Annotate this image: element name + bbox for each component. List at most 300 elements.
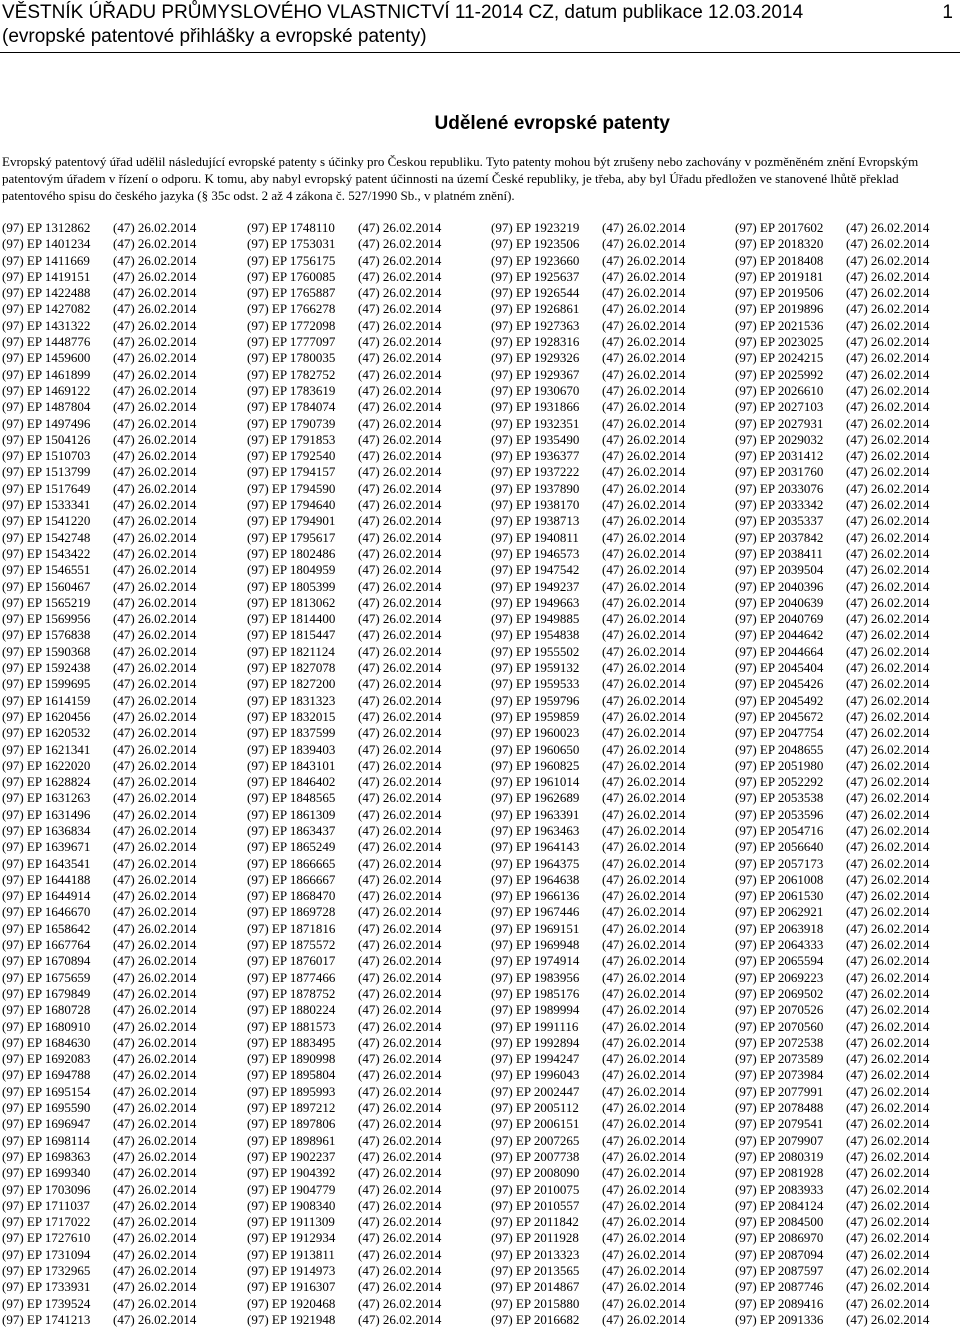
patent-number: (97) EP 1890998 (247, 1051, 336, 1067)
list-item (491, 448, 686, 464)
patent-number: (97) EP 1639671 (2, 839, 91, 855)
list-item (2, 366, 197, 383)
grant-date: (47) 26.02.2014 (602, 920, 686, 936)
grant-date: (47) 26.02.2014 (358, 415, 442, 431)
patent-number: (97) EP 1963463 (491, 822, 580, 838)
list-item (491, 1148, 686, 1165)
patent-number: (97) EP 1871816 (247, 920, 336, 936)
grant-date: (47) 26.02.2014 (358, 1295, 442, 1311)
list-item (491, 1067, 686, 1083)
patent-number: (97) EP 2007738 (491, 1148, 580, 1164)
grant-date: (47) 26.02.2014 (846, 562, 930, 578)
list-item (247, 774, 442, 790)
patent-number: (97) EP 2027103 (735, 399, 824, 415)
grant-date: (47) 26.02.2014 (602, 480, 686, 496)
grant-date: (47) 26.02.2014 (846, 1279, 930, 1295)
patent-number: (97) EP 1923506 (491, 236, 580, 252)
grant-date: (47) 26.02.2014 (846, 529, 930, 545)
grant-date: (47) 26.02.2014 (602, 1067, 686, 1083)
grant-date: (47) 26.02.2014 (113, 806, 197, 822)
grant-date: (47) 26.02.2014 (602, 871, 686, 887)
list-item (2, 317, 197, 334)
grant-date: (47) 26.02.2014 (113, 1165, 197, 1181)
grant-date: (47) 26.02.2014 (846, 301, 930, 317)
list-item (735, 1100, 930, 1116)
patent-number: (97) EP 1569956 (2, 611, 91, 627)
grant-date: (47) 26.02.2014 (113, 1148, 197, 1164)
list-item (2, 382, 197, 399)
grant-date: (47) 26.02.2014 (846, 1067, 930, 1083)
grant-date: (47) 26.02.2014 (846, 1165, 930, 1181)
patent-number: (97) EP 1959132 (491, 660, 580, 676)
patent-number: (97) EP 1695590 (2, 1100, 91, 1116)
grant-date: (47) 26.02.2014 (602, 366, 686, 382)
grant-date: (47) 26.02.2014 (113, 334, 197, 350)
patent-number: (97) EP 2019896 (735, 301, 824, 317)
grant-date: (47) 26.02.2014 (846, 1230, 930, 1246)
grant-date: (47) 26.02.2014 (846, 953, 930, 969)
patent-number: (97) EP 2057173 (735, 855, 824, 871)
patent-number: (97) EP 1866667 (247, 871, 336, 887)
grant-date: (47) 26.02.2014 (846, 334, 930, 350)
list-item (491, 692, 686, 709)
grant-date: (47) 26.02.2014 (113, 1263, 197, 1278)
patent-number: (97) EP 1695154 (2, 1083, 91, 1099)
patent-number: (97) EP 1914973 (247, 1263, 336, 1278)
patent-number: (97) EP 2081928 (735, 1165, 824, 1181)
patent-number: (97) EP 1805399 (247, 578, 336, 594)
grant-date: (47) 26.02.2014 (358, 497, 442, 513)
list-item (491, 399, 686, 415)
patent-number: (97) EP 2005112 (491, 1100, 579, 1116)
patent-number: (97) EP 2011842 (491, 1214, 579, 1230)
grant-date: (47) 26.02.2014 (113, 1181, 197, 1197)
list-item (735, 757, 930, 774)
list-item (2, 1165, 197, 1181)
grant-date: (47) 26.02.2014 (846, 692, 930, 708)
grant-date: (47) 26.02.2014 (846, 1051, 930, 1067)
grant-date: (47) 26.02.2014 (602, 268, 686, 284)
grant-date: (47) 26.02.2014 (602, 350, 686, 366)
list-item (735, 366, 930, 383)
grant-date: (47) 26.02.2014 (602, 953, 686, 969)
grant-date: (47) 26.02.2014 (602, 643, 686, 659)
list-item (2, 1051, 197, 1067)
list-item (2, 220, 197, 236)
list-item (247, 1214, 442, 1230)
list-item (2, 969, 197, 986)
patent-number: (97) EP 1698363 (2, 1148, 91, 1164)
patent-number: (97) EP 1621341 (2, 741, 91, 757)
patent-number: (97) EP 1925637 (491, 268, 580, 284)
list-item (2, 1279, 197, 1295)
patent-number: (97) EP 1921948 (247, 1311, 336, 1327)
patent-number: (97) EP 1794157 (247, 464, 336, 480)
grant-date: (47) 26.02.2014 (602, 1100, 686, 1116)
patent-number: (97) EP 1955502 (491, 643, 580, 659)
patent-number: (97) EP 1794590 (247, 480, 336, 496)
list-item (247, 1132, 442, 1149)
patent-number: (97) EP 2035337 (735, 513, 824, 529)
grant-date: (47) 26.02.2014 (846, 1116, 930, 1132)
list-item (247, 660, 442, 676)
list-item (2, 627, 197, 643)
list-item (2, 806, 197, 823)
grant-date: (47) 26.02.2014 (358, 1034, 442, 1050)
page-number: 1 (942, 2, 953, 23)
list-item (491, 774, 686, 790)
list-item (491, 725, 686, 741)
list-item (247, 1197, 442, 1214)
list-item (247, 1295, 442, 1312)
patent-number: (97) EP 1843101 (247, 757, 336, 773)
grant-date: (47) 26.02.2014 (602, 1311, 686, 1327)
list-item (735, 301, 930, 317)
list-item (247, 513, 442, 529)
grant-date: (47) 26.02.2014 (846, 676, 930, 692)
grant-date: (47) 26.02.2014 (358, 708, 442, 724)
patent-number: (97) EP 2040769 (735, 611, 824, 627)
list-item (247, 985, 442, 1002)
list-item (247, 1083, 442, 1100)
patent-number: (97) EP 2061530 (735, 888, 824, 904)
list-item (247, 1263, 442, 1279)
grant-date: (47) 26.02.2014 (113, 822, 197, 838)
list-item (2, 252, 197, 269)
grant-date: (47) 26.02.2014 (846, 920, 930, 936)
patent-number: (97) EP 2025992 (735, 366, 824, 382)
grant-date: (47) 26.02.2014 (846, 1246, 930, 1262)
grant-date: (47) 26.02.2014 (846, 904, 930, 920)
patent-number: (97) EP 1733931 (2, 1279, 91, 1295)
intro-paragraph: Evropský patentový úřad udělil následující evropské patenty s účinky pro Českou republiku. Tyto patenty mohou být zrušeny nebo zachovány v pozměněném znění Evropským patentovým úřadem v řízení o odporu. K tomu, aby nabyl evropský patent účinnosti na území České republiky, je třeba, aby byl Úřadu předložen ve stanovené lhůtě překlad patentového spisu do českého jazyka (§ 35c odst. 2 až 4 zákona č. 527/1990 Sb., v platném znění). (2, 154, 919, 203)
grant-date: (47) 26.02.2014 (113, 643, 197, 659)
grant-date: (47) 26.02.2014 (113, 660, 197, 676)
list-item (247, 285, 442, 301)
list-item (2, 431, 197, 448)
grant-date: (47) 26.02.2014 (113, 790, 197, 806)
patent-number: (97) EP 1913811 (247, 1246, 335, 1262)
list-item (2, 285, 197, 301)
list-item (491, 1214, 686, 1230)
patent-number: (97) EP 2007265 (491, 1132, 580, 1148)
list-item (491, 497, 686, 513)
patent-number: (97) EP 1897212 (247, 1100, 336, 1116)
patent-number: (97) EP 1930670 (491, 382, 580, 398)
grant-date: (47) 26.02.2014 (602, 431, 686, 447)
list-item (491, 1295, 686, 1312)
list-item (2, 692, 197, 709)
list-item (735, 676, 930, 692)
list-item (735, 1246, 930, 1263)
grant-date: (47) 26.02.2014 (602, 220, 686, 235)
grant-date: (47) 26.02.2014 (358, 1279, 442, 1295)
grant-date: (47) 26.02.2014 (846, 317, 930, 333)
grant-date: (47) 26.02.2014 (113, 1116, 197, 1132)
grant-date: (47) 26.02.2014 (113, 220, 197, 235)
patent-number: (97) EP 1960650 (491, 741, 580, 757)
list-item (735, 1230, 930, 1246)
list-item (491, 529, 686, 546)
patent-number: (97) EP 1935490 (491, 431, 580, 447)
grant-date: (47) 26.02.2014 (358, 220, 442, 235)
list-item (491, 268, 686, 285)
grant-date: (47) 26.02.2014 (358, 480, 442, 496)
patent-number: (97) EP 2084124 (735, 1197, 824, 1213)
grant-date: (47) 26.02.2014 (846, 252, 930, 268)
list-item (735, 611, 930, 627)
list-item (735, 660, 930, 676)
patent-number: (97) EP 1670894 (2, 953, 91, 969)
list-item (491, 1100, 686, 1116)
list-item (247, 399, 442, 415)
patent-number: (97) EP 2069223 (735, 969, 824, 985)
grant-date: (47) 26.02.2014 (113, 757, 197, 773)
grant-date: (47) 26.02.2014 (602, 545, 686, 561)
patent-number: (97) EP 1863437 (247, 822, 336, 838)
patent-number: (97) EP 1991116 (491, 1018, 579, 1034)
list-item (735, 1002, 930, 1018)
patent-number: (97) EP 1504126 (2, 431, 91, 447)
grant-date: (47) 26.02.2014 (846, 855, 930, 871)
list-item (247, 692, 442, 709)
grant-date: (47) 26.02.2014 (602, 774, 686, 790)
grant-date: (47) 26.02.2014 (358, 806, 442, 822)
grant-date: (47) 26.02.2014 (358, 562, 442, 578)
list-item (735, 317, 930, 334)
list-item (735, 1295, 930, 1312)
grant-date: (47) 26.02.2014 (602, 627, 686, 643)
patent-number: (97) EP 1541220 (2, 513, 91, 529)
list-item (735, 774, 930, 790)
list-item (247, 627, 442, 643)
patent-number: (97) EP 2061008 (735, 871, 824, 887)
patent-number: (97) EP 1513799 (2, 464, 91, 480)
patent-number: (97) EP 1916307 (247, 1279, 336, 1295)
grant-date: (47) 26.02.2014 (113, 676, 197, 692)
header-title: VĚSTNÍK ÚŘADU PRŮMYSLOVÉHO VLASTNICTVÍ 11-2014 CZ, datum publikace 12.03.2014 (2, 2, 804, 23)
list-item (491, 317, 686, 334)
patent-number: (97) EP 1989994 (491, 1002, 580, 1018)
patent-number: (97) EP 2073589 (735, 1051, 824, 1067)
patent-number: (97) EP 1877466 (247, 969, 336, 985)
grant-date: (47) 26.02.2014 (113, 480, 197, 496)
patent-number: (97) EP 1848565 (247, 790, 336, 806)
list-item (2, 774, 197, 790)
list-item (491, 431, 686, 448)
grant-date: (47) 26.02.2014 (113, 725, 197, 741)
patent-number: (97) EP 1739524 (2, 1295, 91, 1311)
grant-date: (47) 26.02.2014 (846, 985, 930, 1001)
patent-number: (97) EP 2018408 (735, 252, 824, 268)
list-item (2, 1083, 197, 1100)
patent-number: (97) EP 1760085 (247, 268, 336, 284)
grant-date: (47) 26.02.2014 (358, 774, 442, 790)
list-item (2, 985, 197, 1002)
patent-number: (97) EP 2040639 (735, 594, 824, 610)
grant-date: (47) 26.02.2014 (846, 822, 930, 838)
list-item (735, 806, 930, 823)
grant-date: (47) 26.02.2014 (358, 1083, 442, 1099)
patent-number: (97) EP 2087746 (735, 1279, 824, 1295)
grant-date: (47) 26.02.2014 (358, 529, 442, 545)
grant-date: (47) 26.02.2014 (113, 578, 197, 594)
list-item (735, 1083, 930, 1100)
grant-date: (47) 26.02.2014 (602, 1230, 686, 1246)
patent-number: (97) EP 1883495 (247, 1034, 336, 1050)
grant-date: (47) 26.02.2014 (602, 529, 686, 545)
list-item (247, 382, 442, 399)
patent-number: (97) EP 1792540 (247, 448, 336, 464)
grant-date: (47) 26.02.2014 (113, 382, 197, 398)
grant-date: (47) 26.02.2014 (113, 350, 197, 366)
list-item (735, 1051, 930, 1067)
grant-date: (47) 26.02.2014 (846, 1083, 930, 1099)
list-item (2, 480, 197, 497)
patent-number: (97) EP 1411669 (2, 252, 90, 268)
list-item (2, 1230, 197, 1246)
patent-number: (97) EP 1895804 (247, 1067, 336, 1083)
list-item (247, 1067, 442, 1083)
patent-number: (97) EP 2051980 (735, 757, 824, 773)
list-item (735, 562, 930, 578)
patent-number: (97) EP 1497496 (2, 415, 91, 431)
list-item (2, 513, 197, 529)
grant-date: (47) 26.02.2014 (358, 594, 442, 610)
grant-date: (47) 26.02.2014 (602, 399, 686, 415)
patent-number: (97) EP 1741213 (2, 1311, 91, 1327)
list-item (247, 790, 442, 806)
grant-date: (47) 26.02.2014 (602, 985, 686, 1001)
list-item (247, 301, 442, 317)
list-item (491, 562, 686, 578)
grant-date: (47) 26.02.2014 (846, 236, 930, 252)
grant-date: (47) 26.02.2014 (602, 594, 686, 610)
grant-date: (47) 26.02.2014 (602, 1083, 686, 1099)
list-item (2, 1034, 197, 1051)
list-item (247, 350, 442, 366)
list-item (247, 220, 442, 236)
list-item (2, 594, 197, 611)
list-item (735, 985, 930, 1002)
list-item (735, 1034, 930, 1051)
patent-number: (97) EP 2070560 (735, 1018, 824, 1034)
grant-date: (47) 26.02.2014 (846, 464, 930, 480)
patent-number: (97) EP 2023025 (735, 334, 824, 350)
grant-date: (47) 26.02.2014 (602, 1132, 686, 1148)
list-item (2, 350, 197, 366)
grant-date: (47) 26.02.2014 (113, 627, 197, 643)
grant-date: (47) 26.02.2014 (113, 529, 197, 545)
grant-date: (47) 26.02.2014 (846, 725, 930, 741)
list-item (2, 1148, 197, 1165)
list-item (735, 725, 930, 741)
patent-number: (97) EP 1644188 (2, 871, 91, 887)
grant-date: (47) 26.02.2014 (113, 985, 197, 1001)
list-item (247, 920, 442, 937)
patent-number: (97) EP 1487804 (2, 399, 91, 415)
list-item (2, 448, 197, 464)
grant-date: (47) 26.02.2014 (358, 1197, 442, 1213)
patent-number: (97) EP 2045672 (735, 708, 824, 724)
grant-date: (47) 26.02.2014 (846, 1295, 930, 1311)
grant-date: (47) 26.02.2014 (846, 448, 930, 464)
patent-number: (97) EP 1546551 (2, 562, 91, 578)
grant-date: (47) 26.02.2014 (113, 1034, 197, 1050)
grant-date: (47) 26.02.2014 (113, 1083, 197, 1099)
list-item (491, 1002, 686, 1018)
grant-date: (47) 26.02.2014 (846, 594, 930, 610)
list-item (735, 431, 930, 448)
list-item (2, 676, 197, 692)
patent-number: (97) EP 1992894 (491, 1034, 580, 1050)
list-item (247, 904, 442, 920)
patent-number: (97) EP 2089416 (735, 1295, 824, 1311)
patent-number: (97) EP 1694788 (2, 1067, 91, 1083)
patent-number: (97) EP 1543422 (2, 545, 91, 561)
grant-date: (47) 26.02.2014 (846, 708, 930, 724)
patent-number: (97) EP 1636834 (2, 822, 91, 838)
grant-date: (47) 26.02.2014 (358, 236, 442, 252)
list-item (247, 725, 442, 741)
grant-date: (47) 26.02.2014 (113, 920, 197, 936)
patent-number: (97) EP 1861309 (247, 806, 336, 822)
patent-number: (97) EP 1419151 (2, 268, 91, 284)
patent-number: (97) EP 1912934 (247, 1230, 336, 1246)
grant-date: (47) 26.02.2014 (113, 545, 197, 561)
list-item (2, 708, 197, 725)
patent-number: (97) EP 2008090 (491, 1165, 580, 1181)
grant-date: (47) 26.02.2014 (846, 497, 930, 513)
list-item (491, 1132, 686, 1149)
grant-date: (47) 26.02.2014 (113, 741, 197, 757)
grant-date: (47) 26.02.2014 (358, 1100, 442, 1116)
patent-number: (97) EP 1427082 (2, 301, 91, 317)
list-item (2, 1214, 197, 1230)
grant-date: (47) 26.02.2014 (113, 1051, 197, 1067)
list-item (735, 594, 930, 611)
patent-number: (97) EP 1560467 (2, 578, 91, 594)
grant-date: (47) 26.02.2014 (113, 415, 197, 431)
patent-number: (97) EP 2029032 (735, 431, 824, 447)
grant-date: (47) 26.02.2014 (846, 969, 930, 985)
grant-date: (47) 26.02.2014 (602, 839, 686, 855)
grant-date: (47) 26.02.2014 (602, 1051, 686, 1067)
list-item (2, 301, 197, 317)
patent-number: (97) EP 1592438 (2, 660, 91, 676)
patent-number: (97) EP 2015880 (491, 1295, 580, 1311)
list-item (735, 1116, 930, 1132)
list-item (735, 334, 930, 350)
patent-number: (97) EP 1878752 (247, 985, 336, 1001)
list-item (735, 1148, 930, 1165)
grant-date: (47) 26.02.2014 (602, 464, 686, 480)
patent-number: (97) EP 1964143 (491, 839, 580, 855)
patent-number: (97) EP 1923219 (491, 220, 580, 235)
list-item (735, 1067, 930, 1083)
grant-date: (47) 26.02.2014 (602, 1018, 686, 1034)
patent-number: (97) EP 1510703 (2, 448, 91, 464)
grant-date: (47) 26.02.2014 (113, 953, 197, 969)
grant-date: (47) 26.02.2014 (602, 790, 686, 806)
list-item (735, 1263, 930, 1279)
patent-number: (97) EP 1827078 (247, 660, 336, 676)
list-item (2, 904, 197, 920)
list-item (735, 1279, 930, 1295)
grant-date: (47) 26.02.2014 (358, 888, 442, 904)
grant-date: (47) 26.02.2014 (113, 268, 197, 284)
list-item (247, 415, 442, 432)
